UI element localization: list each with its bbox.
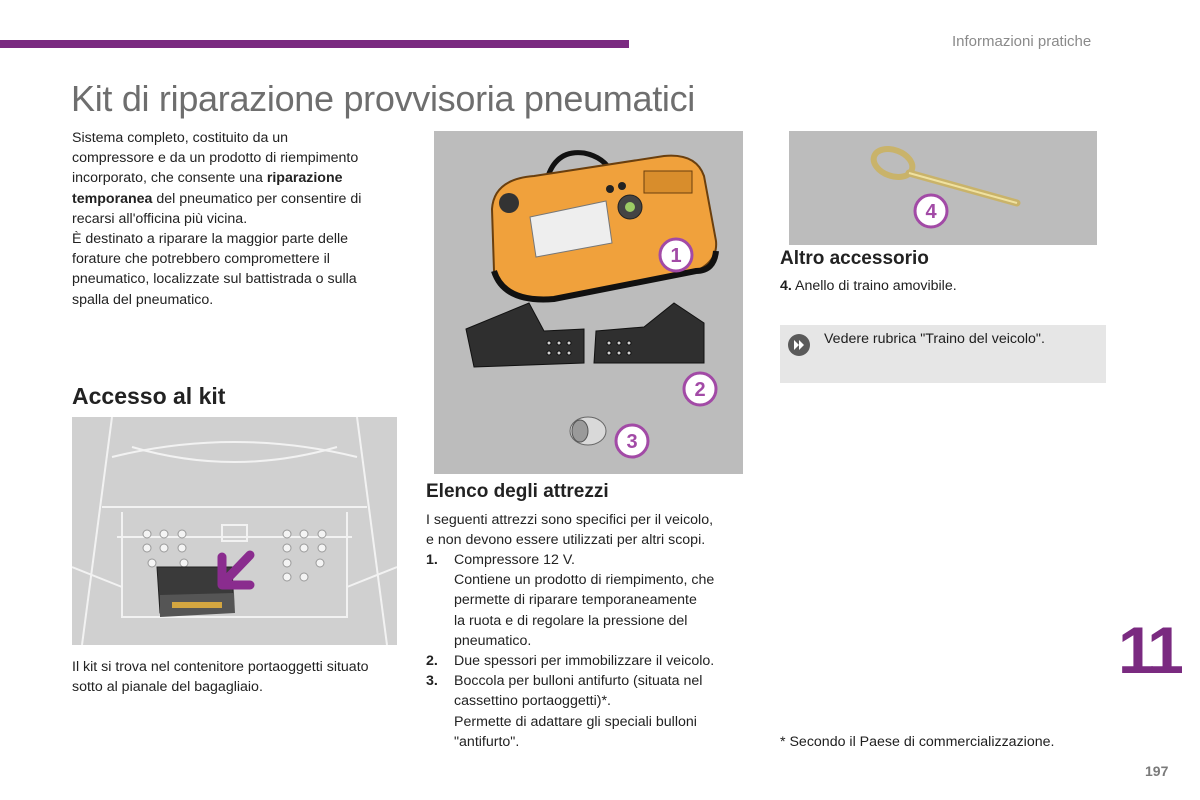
page-number: 197 bbox=[1145, 763, 1169, 779]
chapter-number: 11 bbox=[1118, 613, 1180, 687]
header-accent-bar bbox=[0, 40, 629, 48]
anti-theft-socket bbox=[570, 417, 606, 445]
tools-illustration bbox=[434, 131, 743, 474]
arrow-right-circle-icon bbox=[788, 334, 810, 356]
callout-3-label: 3 bbox=[626, 431, 638, 453]
towing-ring-illustration bbox=[789, 131, 1097, 245]
list-item: 2. Due spessori per immobilizzare il veicolo. bbox=[426, 653, 715, 670]
access-heading: Accesso al kit bbox=[72, 383, 226, 409]
trunk-illustration bbox=[72, 417, 397, 645]
list-item: 3. Boccola per bulloni antifurto (situata nel cassettino portaoggetti)*. Permette di adattare gli speciali bulloni "antifurto". bbox=[426, 673, 703, 750]
section-title: Informazioni pratiche bbox=[952, 33, 1092, 50]
tools-heading: Elenco degli attrezzi bbox=[426, 481, 609, 502]
towing-ring-item: 4. Anello di traino amovibile. bbox=[780, 278, 957, 294]
callout-1-label: 1 bbox=[670, 245, 682, 267]
see-also-text: Vedere rubrica "Traino del veicolo". bbox=[824, 331, 1045, 347]
callout-2-label: 2 bbox=[694, 379, 706, 401]
tools-intro: I seguenti attrezzi sono specifici per il veicolo, e non devono essere utilizzati per altri scopi. bbox=[426, 512, 714, 549]
list-item: 1. Compressore 12 V. Contiene un prodotto di riempimento, che permette di riparare temporaneamente la ruota e di regolare la pressione del pneumatico. bbox=[426, 552, 715, 649]
tools-list bbox=[426, 550, 756, 752]
other-accessory-heading: Altro accessorio bbox=[780, 248, 929, 269]
page-title: Kit di riparazione provvisoria pneumatici bbox=[71, 78, 695, 119]
callout-4-label: 4 bbox=[925, 201, 937, 223]
footnote: * Secondo il Paese di commercializzazione. bbox=[780, 734, 1055, 750]
kit-location-text: Il kit si trova nel contenitore portaoggetti situato sotto al pianale del bagagliaio. bbox=[72, 659, 369, 696]
intro-paragraph: Sistema completo, costituito da un compressore e da un prodotto di riempimento incorporato, che consente una riparazione temporanea del pneumatico per consentire di recarsi all'officina più vicina. È destinato a riparare la maggior parte delle forature che potrebbero compromettere il pneumatico, localizzate sul battistrada o sulla spalla del pneumatico. bbox=[72, 130, 362, 308]
see-also-note bbox=[780, 325, 1106, 383]
